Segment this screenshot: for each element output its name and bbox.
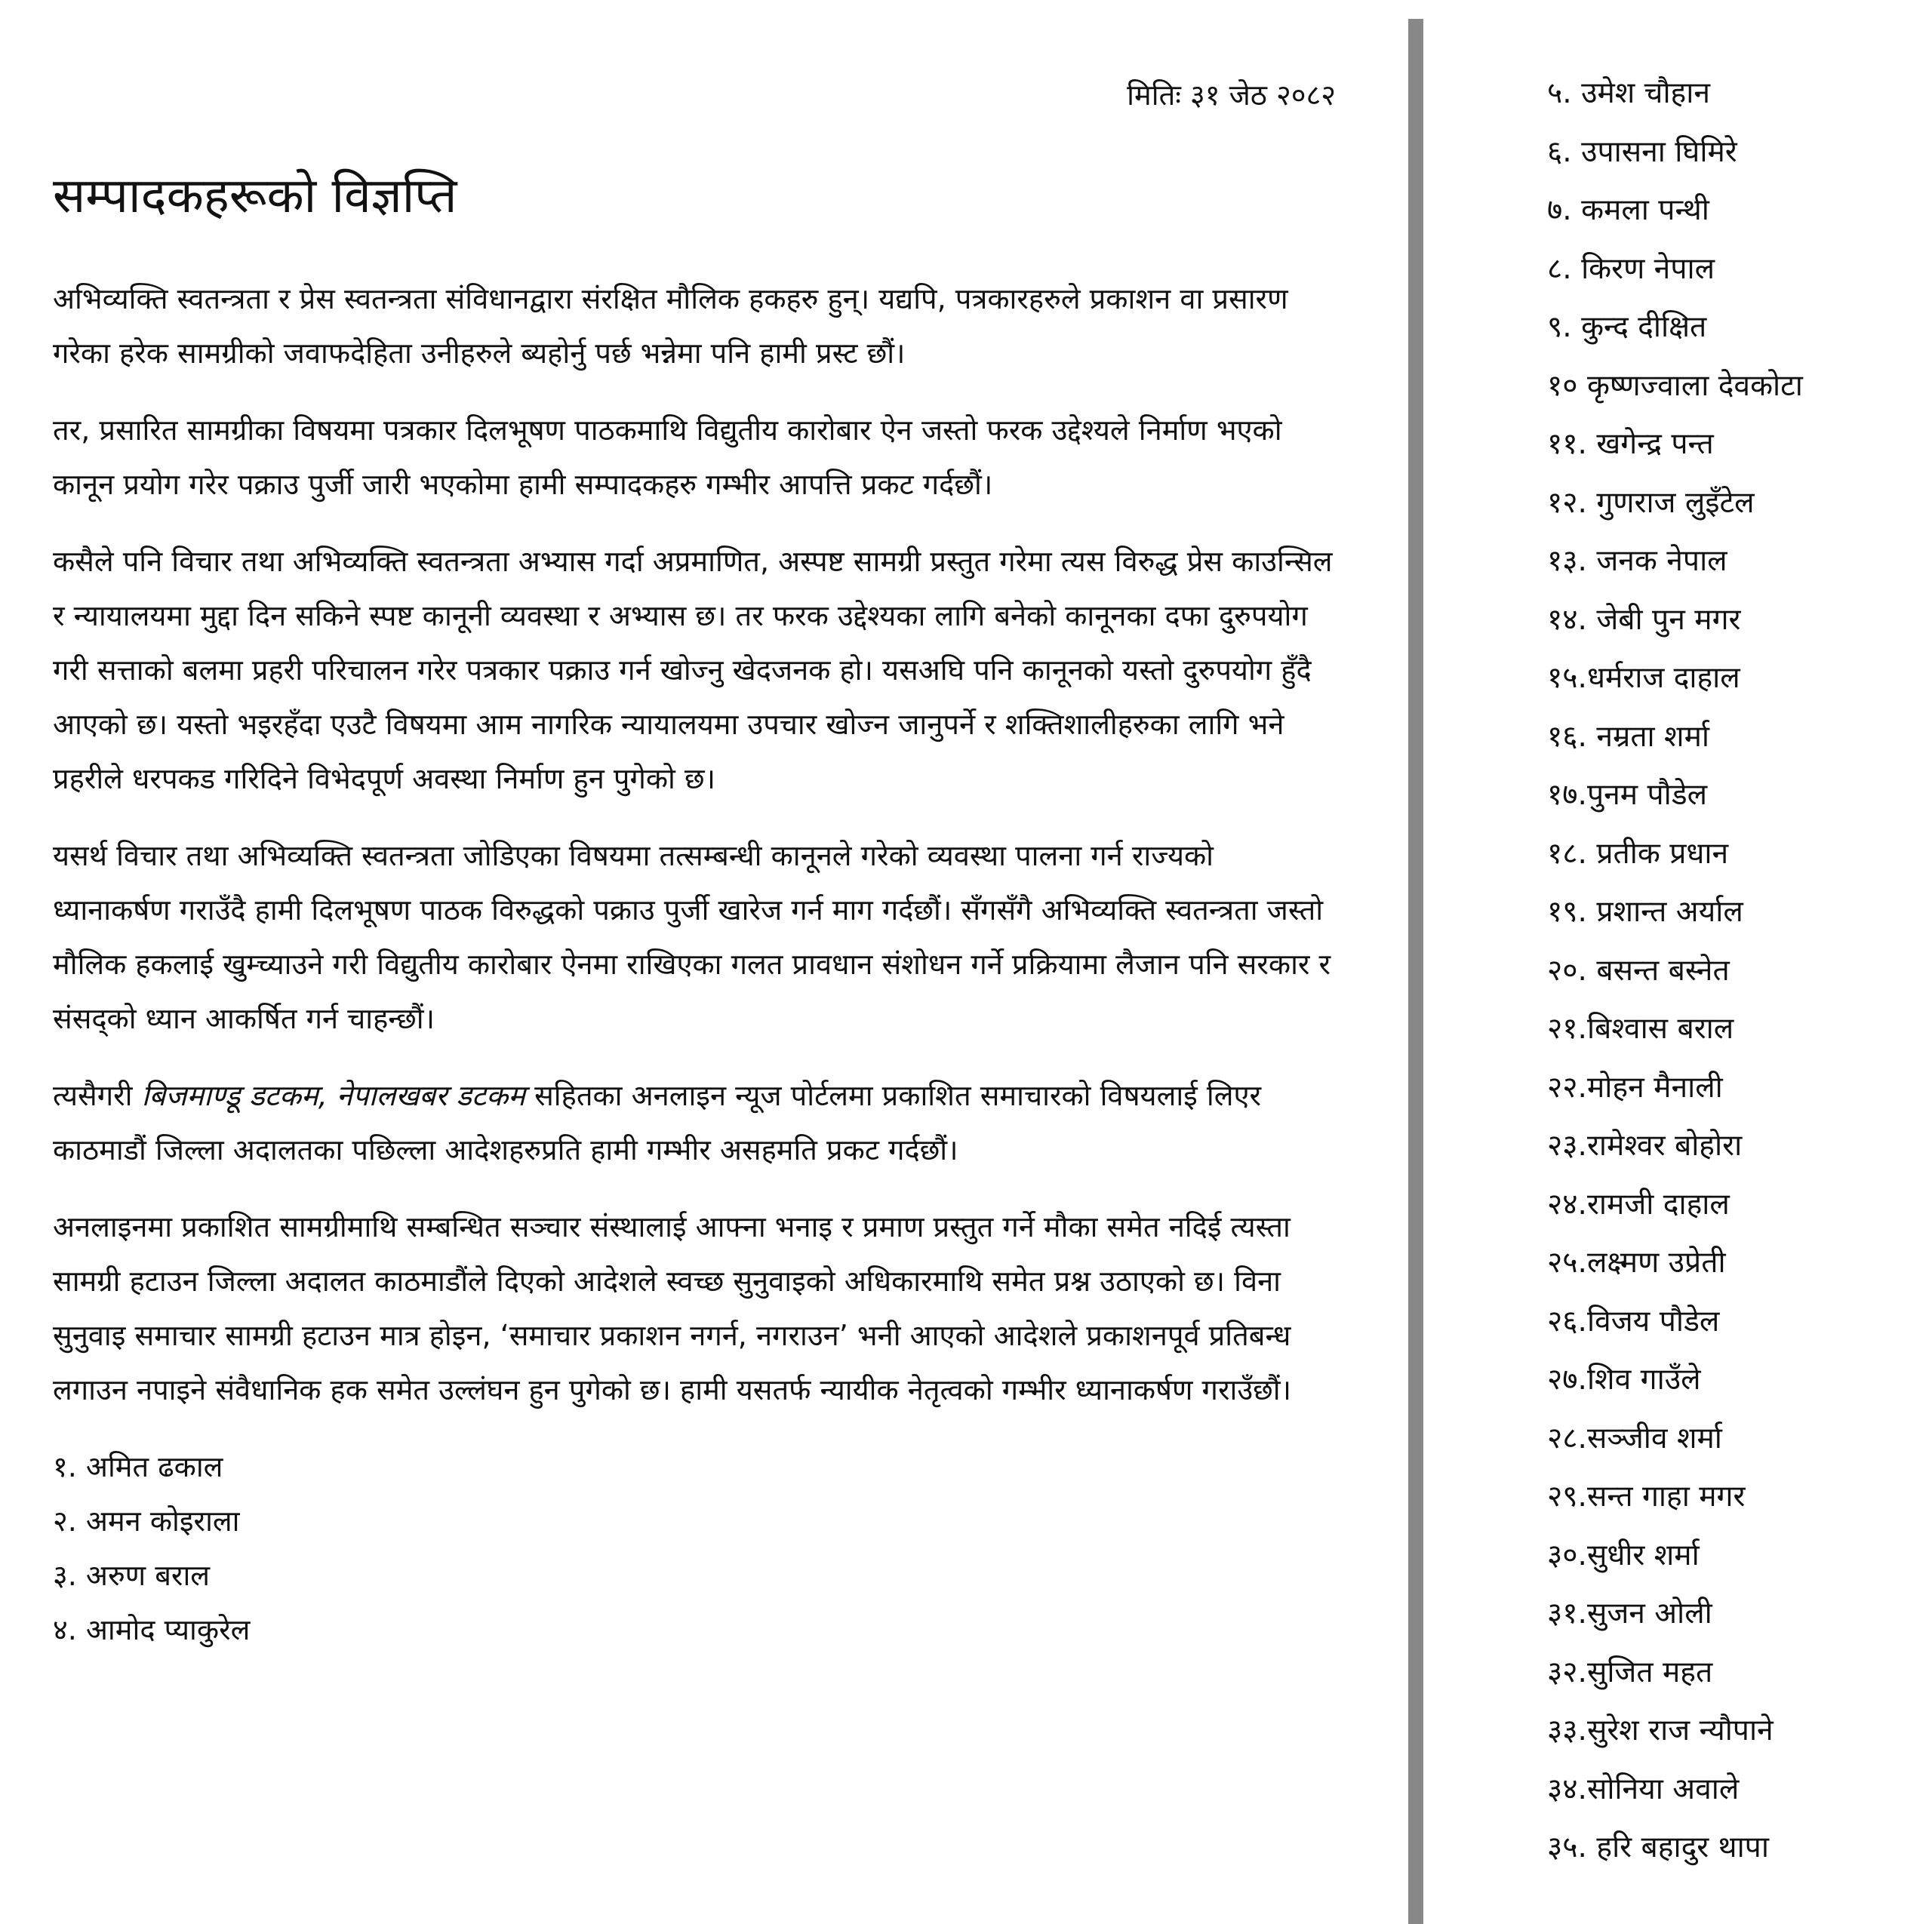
signatory-item: १२. गुणराज लुइँटेल [1547, 485, 1755, 520]
signatory-item: १९. प्रशान्त अर्याल [1547, 895, 1743, 929]
signatory-item: २१.बिश्वास बराल [1547, 1012, 1734, 1046]
signatory-item: ३१.सुजन ओली [1547, 1597, 1712, 1630]
signatory-item: ८. किरण नेपाल [1547, 251, 1715, 286]
column-divider [1408, 19, 1423, 1924]
signatory-item: ६. उपासना घिमिरे [1547, 134, 1737, 169]
signatory-item: १० कृष्णज्वाला देवकोटा [1547, 368, 1803, 403]
signatory-item: २०. बसन्त बस्नेत [1547, 953, 1730, 988]
signatory-item: ३. अरुण बराल [53, 1559, 211, 1592]
signatory-item: ७. कमला पन्थी [1547, 193, 1709, 227]
signatory-item: ३०.सुधीर शर्मा [1547, 1538, 1700, 1572]
signatory-item: ११. खगेन्द्र पन्त [1547, 427, 1714, 461]
statement-body [53, 272, 1336, 1657]
statement-title: सम्पादकहरूको विज्ञप्ति [53, 168, 457, 224]
signatory-item: २४.रामजी दाहाल [1547, 1187, 1730, 1222]
signatory-item: १७.पुनम पौडेल [1547, 778, 1708, 812]
signatory-item: २८.सञ्जीव शर्मा [1547, 1421, 1722, 1455]
signatory-item: १४. जेबी पुन मगर [1547, 602, 1741, 637]
signatory-item: १३. जनक नेपाल [1547, 544, 1727, 578]
signatory-item: ३२.सुजित महत [1547, 1655, 1713, 1689]
signatory-item: ३५. हरि बहादुर थापा [1547, 1830, 1769, 1864]
paragraph-6: अनलाइनमा प्रकाशित सामग्रीमाथि सम्बन्धित सञ्चार संस्थालाई आफ्ना भनाइ र प्रमाण प्रस्तुत गर्ने मौका समेत नदिई त्यस्ता सामग्री हटाउन जिल्ला अदालत काठमाडौंले दिएको आदेशले स्वच्छ सुनुवाइको अधिकारमाथि समेत प्रश्न उठाएको छ। विना सुनुवाइ समाचार सामग्री हटाउन मात्र होइन, ‘समाचार प्रकाशन नगर्न, नगराउन’ भनी आएको आदेशले प्रकाशनपूर्व प्रतिबन्ध लगाउन नपाइने संवैधानिक हक समेत उल्लंघन हुन पुगेको छ। हामी यसतर्फ न्यायीक नेतृत्वको गम्भीर ध्यानाकर्षण गराउँछौं। [53, 1210, 1292, 1406]
paragraph-5 [53, 1068, 1336, 1177]
signatory-item: ३४.सोनिया अवाले [1547, 1772, 1740, 1806]
signatory-item: २२.मोहन मैनाली [1547, 1070, 1723, 1105]
signatory-item: २३.रामेश्वर बोहोरा [1547, 1129, 1743, 1163]
signatory-item: २५.लक्ष्मण उप्रेती [1547, 1246, 1726, 1280]
statement-date: मितिः ३१ जेठ २०८२ [1127, 78, 1336, 112]
signatory-item: २७.शिव गाउँले [1547, 1363, 1701, 1397]
signatory-item: १८. प्रतीक प्रधान [1547, 836, 1729, 871]
paragraph-5-lead: त्यसैगरी [53, 1079, 133, 1112]
signatory-item: ३३.सुरेश राज न्यौपाने [1547, 1713, 1774, 1747]
signatory-item: ४. आमोद प्याकुरेल [53, 1613, 251, 1646]
paragraph-5-portal-names: बिजमाण्डू डटकम, नेपालखबर डटकम [141, 1079, 526, 1112]
paragraph-5-rest: सहितका अनलाइन न्यूज पोर्टलमा प्रकाशित समाचारको विषयलाई लिएर काठमाडौं जिल्ला अदालतका पछिल्ला आदेशहरुप्रति हामी गम्भीर असहमति प्रकट गर्दछौं। [53, 1079, 1262, 1166]
signatory-item: ५. उमेश चौहान [1547, 76, 1711, 110]
signatory-item: २. अमन कोइराला [53, 1504, 240, 1538]
signatory-item: २९.सन्त गाहा मगर [1547, 1480, 1746, 1514]
paragraph-1: अभिव्यक्ति स्वतन्त्रता र प्रेस स्वतन्त्रता संविधानद्वारा संरक्षित मौलिक हकहरु हुन्। यद्यपि, पत्रकारहरुले प्रकाशन वा प्रसारण गरेका हरेक सामग्रीको जवाफदेहिता उनीहरुले ब्यहोर्नु पर्छ भन्नेमा पनि हामी प्रस्ट छौं। [53, 282, 1288, 370]
signatory-item: ९. कुन्द दीक्षित [1547, 310, 1707, 344]
signatory-list-left [53, 1440, 1336, 1657]
signatory-item: २६.विजय पौडेल [1547, 1304, 1720, 1339]
paragraph-2: तर, प्रसारित सामग्रीका विषयमा पत्रकार दिलभूषण पाठकमाथि विद्युतीय कारोबार ऐन जस्तो फरक उद्देश्यले निर्माण भएको कानून प्रयोग गरेर पक्राउ पुर्जी जारी भएकोमा हामी सम्पादकहरु गम्भीर आपत्ति प्रकट गर्दछौं। [53, 413, 1282, 501]
signatory-item: १५.धर्मराज दाहाल [1547, 661, 1740, 695]
signatory-item: १. अमित ढकाल [53, 1450, 223, 1483]
paragraph-4: यसर्थ विचार तथा अभिव्यक्ति स्वतन्त्रता जोडिएका विषयमा तत्सम्बन्धी कानूनले गरेको व्यवस्था पालना गर्न राज्यको ध्यानाकर्षण गराउँदै हामी दिलभूषण पाठक विरुद्धको पक्राउ पुर्जी खारेज गर्न माग गर्दछौं। सँगसँगै अभिव्यक्ति स्वतन्त्रता जस्तो मौलिक हकलाई खुम्च्याउने गरी विद्युतीय कारोबार ऐनमा राखिएका गलत प्रावधान संशोधन गर्ने प्रक्रियामा लैजान पनि सरकार र संसद्को ध्यान आकर्षित गर्न चाहन्छौं। [53, 839, 1331, 1035]
signatory-item: १६. नम्रता शर्मा [1547, 719, 1709, 754]
signatory-list-right [1547, 64, 1803, 1877]
paragraph-3: कसैले पनि विचार तथा अभिव्यक्ति स्वतन्त्रता अभ्यास गर्दा अप्रमाणित, अस्पष्ट सामग्री प्रस्तुत गरेमा त्यस विरुद्ध प्रेस काउन्सिल र न्यायालयमा मुद्दा दिन सकिने स्पष्ट कानूनी व्यवस्था र अभ्यास छ। तर फरक उद्देश्यका लागि बनेको कानूनका दफा दुरुपयोग गरी सत्ताको बलमा प्रहरी परिचालन गरेर पत्रकार पक्राउ गर्न खोज्नु खेदजनक हो। यसअघि पनि कानूनको यस्तो दुरुपयोग हुँदै आएको छ। यस्तो भइरहँदा एउटै विषयमा आम नागरिक न्यायालयमा उपचार खोज्न जानुपर्ने र शक्तिशालीहरुका लागि भने प्रहरीले धरपकड गरिदिने विभेदपूर्ण अवस्था निर्माण हुन पुगेको छ। [53, 545, 1333, 795]
